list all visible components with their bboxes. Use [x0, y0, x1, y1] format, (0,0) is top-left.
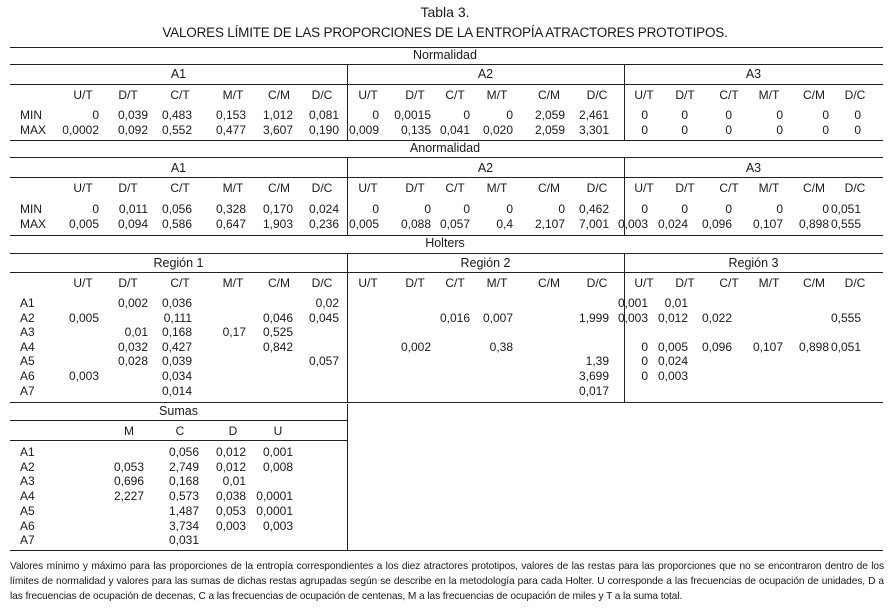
row-label: MAX: [20, 217, 47, 231]
column-header: M/T: [222, 276, 244, 290]
column-divider: [347, 64, 348, 140]
table-cell: 1,012: [262, 108, 293, 122]
table-cell: 0: [641, 369, 648, 383]
table-cell: 0,0002: [62, 123, 99, 137]
table-cell: 0,003: [68, 369, 99, 383]
group-header: A2: [477, 67, 494, 81]
table-cell: 1,487: [168, 503, 199, 518]
column-header: M/T: [486, 181, 508, 195]
column-header: U/T: [634, 276, 654, 290]
table-cell: 0,107: [752, 339, 783, 354]
rule-line: [10, 272, 883, 273]
table-cell: 0,190: [308, 123, 339, 137]
column-header: M/T: [758, 88, 780, 102]
table-cell: 0: [725, 202, 732, 216]
column-header: D/C: [586, 88, 608, 102]
column-header: C/T: [445, 276, 465, 290]
table-cell: 0,024: [657, 217, 688, 231]
table-cell: 0,555: [830, 217, 861, 231]
table-cell: 0,477: [215, 123, 246, 137]
table-cell: 0,17: [222, 325, 246, 340]
table-cell: 0,056: [168, 445, 199, 459]
table-cell: 0,002: [400, 339, 431, 354]
table-cell: 0: [92, 108, 99, 122]
table-cell: 0: [506, 108, 513, 122]
column-header: C/T: [445, 88, 465, 102]
table-cell: 0,039: [117, 108, 148, 122]
table-cell: 1,903: [262, 217, 293, 231]
column-header: D/C: [311, 88, 333, 102]
table-cell: 0,525: [262, 325, 293, 340]
table-cell: 0: [822, 108, 829, 122]
row-label: MIN: [20, 108, 42, 122]
table-cell: 0,107: [752, 217, 783, 231]
table-cell: 0,003: [617, 217, 648, 231]
table-cell: 0: [776, 202, 783, 216]
table-cell: 0,001: [617, 296, 648, 310]
column-header: D/C: [586, 181, 608, 195]
table-cell: 0,170: [262, 202, 293, 216]
table-cell: 0: [776, 108, 783, 122]
table-cell: 0: [372, 202, 379, 216]
column-header: C/M: [538, 276, 560, 290]
column-header: C/M: [268, 88, 290, 102]
table-cell: 0,898: [798, 339, 829, 354]
column-header: M/T: [222, 88, 244, 102]
table-cell: 0,032: [117, 339, 148, 354]
column-header: D/C: [586, 276, 608, 290]
column-header: U: [273, 424, 283, 438]
table-cell: 0,02: [315, 296, 339, 310]
table-cell: 0,051: [830, 202, 861, 216]
table-cell: 0: [854, 108, 861, 122]
table-cell: 2,059: [534, 123, 565, 137]
table-cell: 0,036: [161, 296, 192, 310]
row-label: MAX: [20, 123, 47, 137]
table-cell: 0,328: [215, 202, 246, 216]
table-cell: 0,024: [657, 354, 688, 369]
table-cell: 0,053: [113, 459, 144, 474]
table-cell: 0: [641, 339, 648, 354]
table-cell: 0,092: [117, 123, 148, 137]
column-header: C/T: [170, 88, 190, 102]
column-divider: [347, 404, 348, 550]
table-cell: 0,009: [348, 123, 379, 137]
rule-line: [10, 420, 347, 421]
table-cell: 0: [506, 202, 513, 216]
table-cell: 0: [681, 202, 688, 216]
row-label: A3: [20, 325, 35, 340]
row-label: A4: [20, 489, 35, 504]
table-cell: 0: [822, 202, 829, 216]
column-header: C/M: [268, 276, 290, 290]
table-cell: 0,111: [163, 310, 192, 325]
column-header: M/T: [758, 276, 780, 290]
column-header: D/C: [844, 181, 866, 195]
table-subtitle: VALORES LÍMITE DE LAS PROPORCIONES DE LA ENTROPÍA ATRACTORES PROTOTIPOS.: [162, 25, 728, 40]
column-header: U/T: [634, 181, 654, 195]
section-heading: Anormalidad: [409, 141, 481, 155]
table-cell: 3,699: [578, 369, 609, 383]
table-cell: 0,0001: [256, 503, 293, 518]
group-header: A3: [745, 67, 762, 81]
table-cell: 3,301: [578, 123, 609, 137]
rule-line: [10, 253, 883, 254]
table-cell: 0,014: [161, 383, 192, 398]
rule-line: [10, 84, 883, 85]
table-cell: 0,081: [308, 108, 339, 122]
column-header: D/C: [844, 88, 866, 102]
table-cell: 0,057: [439, 217, 470, 231]
column-divider: [347, 253, 348, 402]
row-label: A7: [20, 533, 35, 548]
table-cell: 2,461: [578, 108, 609, 122]
table-cell: 0,005: [68, 217, 99, 231]
column-header: C/T: [170, 181, 190, 195]
table-cell: 0,046: [262, 310, 293, 325]
column-header: D/T: [405, 181, 425, 195]
table-cell: 0,088: [400, 217, 431, 231]
table-cell: 0,024: [308, 202, 339, 216]
table-cell: 0,135: [400, 123, 431, 137]
column-header: M/T: [222, 181, 244, 195]
column-header: M/T: [486, 276, 508, 290]
table-cell: 0: [641, 108, 648, 122]
table-cell: 0,056: [161, 202, 192, 216]
table-cell: 0,041: [439, 123, 470, 137]
table-cell: 0: [641, 202, 648, 216]
row-label: A6: [20, 518, 35, 533]
table-cell: 7,001: [578, 217, 609, 231]
group-header: A3: [745, 161, 762, 175]
rule-line: [10, 440, 347, 441]
table-cell: 0,003: [262, 518, 293, 533]
table-cell: 0: [725, 123, 732, 137]
table-cell: 0,003: [215, 518, 246, 533]
column-divider: [624, 253, 625, 402]
table-cell: 0: [424, 202, 431, 216]
table-cell: 0,005: [657, 339, 688, 354]
table-cell: 0,051: [830, 339, 861, 354]
table-cell: 0,012: [657, 310, 688, 325]
column-header: D/T: [405, 88, 425, 102]
table-cell: 2,059: [534, 108, 565, 122]
table-cell: 0,01: [222, 474, 246, 489]
table-cell: 0,01: [664, 296, 688, 310]
table-cell: 0: [641, 123, 648, 137]
table-cell: 2,107: [534, 217, 565, 231]
rule-line: [10, 550, 883, 551]
table-cell: 0,427: [161, 339, 192, 354]
column-header: D/T: [405, 276, 425, 290]
table-cell: 0,696: [113, 474, 144, 489]
table-cell: 0: [372, 108, 379, 122]
table-cell: 2,227: [113, 489, 144, 504]
table-cell: 1,999: [578, 310, 609, 325]
table-cell: 0,005: [68, 310, 99, 325]
group-header: Región 1: [153, 256, 204, 270]
table-cell: 0,031: [168, 533, 199, 548]
column-header: D/C: [311, 276, 333, 290]
row-label: A1: [20, 445, 35, 459]
table-cell: 0,842: [262, 339, 293, 354]
table-cell: 0,573: [168, 489, 199, 504]
column-header: M/T: [486, 88, 508, 102]
column-header: C/M: [803, 88, 825, 102]
table-cell: 1,39: [585, 354, 609, 369]
table-cell: 0,005: [348, 217, 379, 231]
table-title: Tabla 3.: [420, 4, 470, 20]
column-header: M/T: [758, 181, 780, 195]
table-cell: 0,4: [496, 217, 513, 231]
table-cell: 0: [681, 108, 688, 122]
table-cell: 0: [463, 202, 470, 216]
table-cell: 0,002: [117, 296, 148, 310]
column-header: C: [175, 424, 185, 438]
table-cell: 0,168: [161, 325, 192, 340]
table-cell: 0,034: [161, 369, 192, 383]
column-divider: [624, 157, 625, 235]
table-cell: 0,153: [215, 108, 246, 122]
table-cell: 0,898: [798, 217, 829, 231]
group-header: A1: [170, 67, 187, 81]
table-cell: 0,552: [161, 123, 192, 137]
table-cell: 0: [725, 108, 732, 122]
table-cell: 0: [681, 123, 688, 137]
column-header: U/T: [73, 88, 93, 102]
column-header: U/T: [634, 88, 654, 102]
table-cell: 0: [776, 123, 783, 137]
row-label: A3: [20, 474, 35, 489]
table-cell: 0,483: [161, 108, 192, 122]
row-label: A5: [20, 503, 35, 518]
column-header: C/M: [268, 181, 290, 195]
column-header: C/M: [803, 276, 825, 290]
section-heading: Normalidad: [413, 48, 477, 62]
rule-line: [10, 177, 883, 178]
row-label: A1: [20, 296, 35, 310]
table-cell: 0,008: [262, 459, 293, 474]
table-cell: 0,096: [701, 339, 732, 354]
column-header: U/T: [358, 181, 378, 195]
table-cell: 0,028: [117, 354, 148, 369]
column-header: U/T: [73, 181, 93, 195]
table-cell: 0,094: [117, 217, 148, 231]
column-header: C/M: [803, 181, 825, 195]
group-header: A1: [170, 161, 187, 175]
section-heading: Holters: [425, 236, 465, 250]
table-cell: 0,022: [701, 310, 732, 325]
row-label: A4: [20, 339, 35, 354]
column-header: U/T: [358, 276, 378, 290]
table-cell: 0,053: [215, 503, 246, 518]
table-cell: 0,586: [161, 217, 192, 231]
row-label: A5: [20, 354, 35, 369]
table-cell: 0,462: [578, 202, 609, 216]
column-header: D/T: [118, 181, 138, 195]
table-cell: 3,734: [168, 518, 199, 533]
table-cell: 0,168: [168, 474, 199, 489]
column-header: C/T: [719, 88, 739, 102]
table-cell: 0,007: [482, 310, 513, 325]
table-cell: 0,011: [118, 202, 148, 216]
table-cell: 2,749: [168, 459, 199, 474]
section-heading: Sumas: [159, 404, 198, 418]
column-header: C/T: [719, 276, 739, 290]
column-header: D/T: [675, 276, 695, 290]
table-cell: 0,016: [439, 310, 470, 325]
column-header: M: [124, 424, 134, 438]
table-cell: 0,38: [489, 339, 513, 354]
row-label: MIN: [20, 202, 42, 216]
row-label: A2: [20, 310, 35, 325]
column-header: U/T: [358, 88, 378, 102]
table-cell: 0,096: [701, 217, 732, 231]
column-header: C/T: [719, 181, 739, 195]
column-header: D/T: [118, 276, 138, 290]
column-header: D/T: [675, 181, 695, 195]
table-cell: 0: [822, 123, 829, 137]
table-cell: 0,038: [215, 489, 246, 504]
table-cell: 0,003: [657, 369, 688, 383]
table-cell: 0,020: [482, 123, 513, 137]
group-header: A2: [477, 161, 494, 175]
table-cell: 0,012: [215, 459, 246, 474]
table-cell: 0,017: [578, 383, 609, 398]
table-cell: 0,01: [124, 325, 148, 340]
column-header: U/T: [73, 276, 93, 290]
column-header: C/M: [538, 181, 560, 195]
column-header: D: [228, 424, 238, 438]
table-cell: 0: [854, 123, 861, 137]
column-header: D/T: [675, 88, 695, 102]
table-cell: 0: [92, 202, 99, 216]
table-cell: 0,039: [161, 354, 192, 369]
row-label: A6: [20, 369, 35, 383]
rule-line: [10, 157, 883, 158]
column-divider: [624, 64, 625, 140]
column-divider: [347, 157, 348, 235]
table-cell: 0,001: [262, 445, 293, 459]
table-cell: 0,236: [308, 217, 339, 231]
group-header: Región 3: [728, 256, 779, 270]
rule-line: [10, 64, 883, 65]
table-cell: 0,045: [308, 310, 339, 325]
table-cell: 0,0015: [394, 108, 431, 122]
table-cell: 0: [641, 354, 648, 369]
table-cell: 0,012: [215, 445, 246, 459]
column-header: D/C: [844, 276, 866, 290]
table-cell: 0,003: [617, 310, 648, 325]
column-header: C/T: [170, 276, 190, 290]
table-cell: 3,607: [262, 123, 293, 137]
column-header: C/T: [445, 181, 465, 195]
table-cell: 0,647: [215, 217, 246, 231]
table-cell: 0,0001: [256, 489, 293, 504]
rule-line: [10, 402, 883, 403]
group-header: Región 2: [460, 256, 511, 270]
table-cell: 0: [558, 202, 565, 216]
table-cell: 0,057: [308, 354, 339, 369]
row-label: A7: [20, 383, 35, 398]
table-cell: 0: [463, 108, 470, 122]
table-footnote: Valores mínimo y máximo para las proporciones de la entropía correspondientes a los diez atractores prototipos, valores de las restas para las proporciones que no se encontraron dentro de los límites de normalidad y valores para las sumas de dichas restas agrupadas según se describe en la metodología para cada Holter. U corresponde a las frecuencias de ocupación de unidades, D a las frecuencias de ocupación de decenas, C a las frecuencias de ocupación de centenas, M a las frecuencias de ocupación de miles y T a la suma total.: [10, 561, 884, 602]
column-header: D/T: [118, 88, 138, 102]
table-cell: 0,555: [830, 310, 861, 325]
row-label: A2: [20, 459, 35, 474]
column-header: C/M: [538, 88, 560, 102]
column-header: D/C: [311, 181, 333, 195]
